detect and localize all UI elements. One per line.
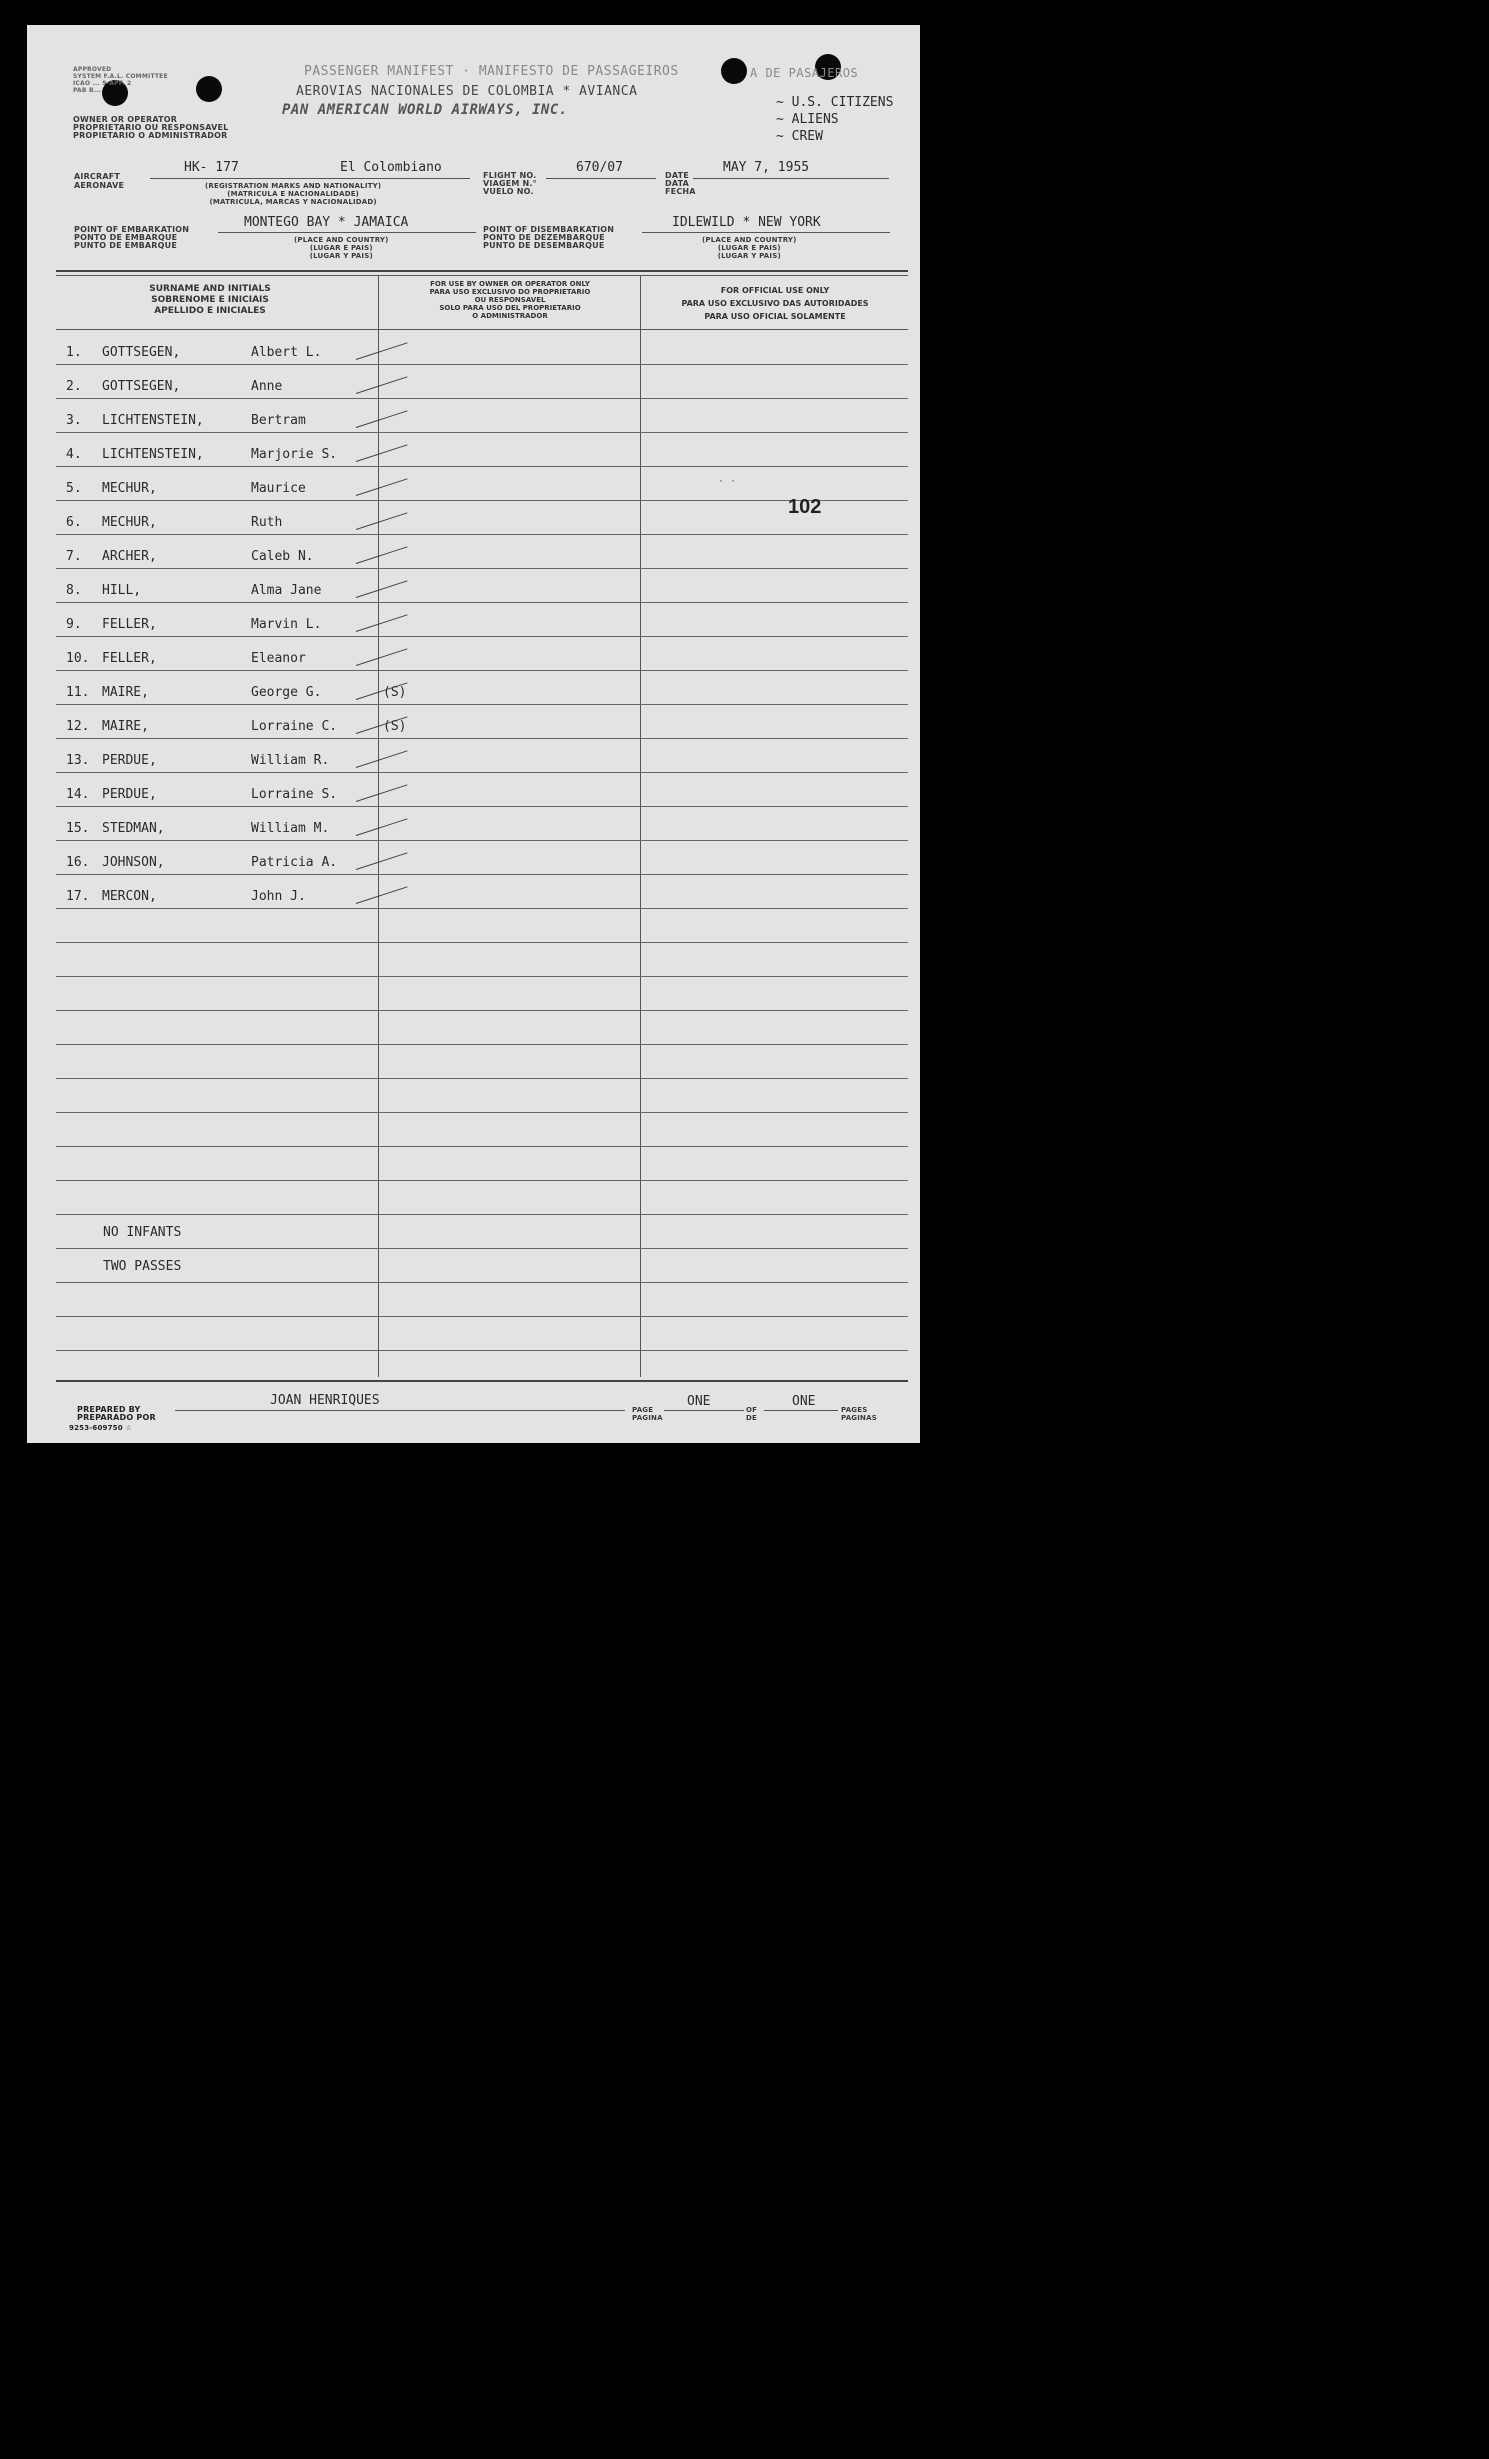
aircraft-sublabel: (REGISTRATION MARKS AND NATIONALITY) (MATRICULA E NACIONALIDADE) (MATRICULA, MARCAS Y NACIONALIDAD) [205, 182, 382, 206]
ruled-line [56, 500, 908, 501]
passenger-surname: HILL, [102, 583, 142, 598]
ruled-line [56, 398, 908, 399]
ruled-line [56, 874, 908, 875]
ruled-line [56, 1180, 908, 1181]
form-number: 9253-609750 ☆ [69, 1424, 132, 1432]
passenger-surname: JOHNSON, [102, 855, 165, 870]
passenger-surname: FELLER, [102, 617, 157, 632]
disembarkation-label: POINT OF DISEMBARKATION PONTO DE DEZEMBARQUE PUNTO DE DESEMBARQUE [483, 225, 615, 250]
passenger-given-name: Bertram [251, 413, 306, 428]
column-divider-1 [378, 275, 379, 1377]
aircraft-registration: HK- 177 [184, 160, 239, 175]
owner-operator-label: OWNER OR OPERATOR PROPRIETARIO OU RESPONSAVEL PROPIETARIO O ADMINISTRADOR [73, 115, 229, 140]
column-header-names: SURNAME AND INITIALS SOBRENOME E INICIAIS APELLIDO E INICIALES [149, 284, 271, 316]
page-underline [664, 1410, 744, 1411]
airline-name: AEROVIAS NACIONALES DE COLOMBIA * AVIANCA [296, 84, 638, 99]
passenger-given-name: Maurice [251, 481, 306, 496]
ruled-line [56, 942, 908, 943]
passenger-given-name: George G. [251, 685, 322, 700]
passenger-surname: LICHTENSTEIN, [102, 413, 204, 428]
passenger-given-name: Lorraine S. [251, 787, 338, 802]
passenger-number: 17. [66, 889, 90, 904]
ruled-line [56, 1350, 908, 1351]
pages-label: PAGES PAGINAS [841, 1406, 877, 1422]
header-bottom-rule [56, 329, 908, 330]
prepared-underline [175, 1410, 625, 1411]
passenger-surname: LICHTENSTEIN, [102, 447, 204, 462]
ruled-line [56, 1078, 908, 1079]
passenger-surname: GOTTSEGEN, [102, 345, 181, 360]
table-top-rule [56, 270, 908, 272]
passenger-given-name: Caleb N. [251, 549, 314, 564]
ruled-line [56, 1282, 908, 1283]
passenger-number: 14. [66, 787, 90, 802]
passenger-surname: MERCON, [102, 889, 157, 904]
date-label: DATE DATA FECHA [665, 171, 696, 196]
passenger-number: 6. [66, 515, 82, 530]
passenger-number: 4. [66, 447, 82, 462]
passenger-surname: ARCHER, [102, 549, 157, 564]
ruled-line [56, 1010, 908, 1011]
official-dots: · · [718, 476, 737, 487]
passenger-number: 2. [66, 379, 82, 394]
punch-hole [196, 76, 222, 102]
ruled-line [56, 806, 908, 807]
embarkation-label: POINT OF EMBARKATION PONTO DE EMBARQUE PUNTO DE EMBARQUE [74, 225, 190, 250]
passenger-given-name: Patricia A. [251, 855, 338, 870]
passenger-given-name: Albert L. [251, 345, 322, 360]
passenger-given-name: Anne [251, 379, 283, 394]
passenger-number: 13. [66, 753, 90, 768]
punch-hole [721, 58, 747, 84]
passenger-surname: PERDUE, [102, 787, 157, 802]
passenger-surname: PERDUE, [102, 753, 157, 768]
ruled-line [56, 364, 908, 365]
passenger-number: 16. [66, 855, 90, 870]
passenger-number: 15. [66, 821, 90, 836]
flight-date: MAY 7, 1955 [723, 160, 810, 175]
passenger-number: 10. [66, 651, 90, 666]
form-title-spanish: A DE PASAJEROS [750, 66, 859, 80]
flight-label: FLIGHT NO. VIAGEM N.° VUELO NO. [483, 171, 537, 196]
ruled-line [56, 568, 908, 569]
passenger-surname: MECHUR, [102, 481, 157, 496]
disembarkation-sublabel: (PLACE AND COUNTRY) (LUGAR E PAIS) (LUGAR Y PAIS) [702, 236, 797, 260]
ruled-line [56, 1248, 908, 1249]
passenger-status: (S) [383, 685, 407, 700]
embarkation-sublabel: (PLACE AND COUNTRY) (LUGAR E PAIS) (LUGAR Y PAIS) [294, 236, 389, 260]
ruled-line [56, 602, 908, 603]
column-header-operator: FOR USE BY OWNER OR OPERATOR ONLY PARA USO EXCLUSIVO DO PROPRIETARIO OU RESPONSAVEL SOLO PARA USO DEL PROPRIETARIO O ADMINISTRADOR [429, 280, 591, 320]
page-total-underline [764, 1410, 838, 1411]
passenger-number: 9. [66, 617, 82, 632]
category-list [776, 94, 893, 145]
ruled-line [56, 636, 908, 637]
date-underline [693, 178, 889, 179]
disembarkation-place: IDLEWILD * NEW YORK [672, 215, 821, 230]
ruled-line [56, 1112, 908, 1113]
passenger-given-name: Eleanor [251, 651, 306, 666]
ruled-line [56, 738, 908, 739]
ruled-line [56, 1316, 908, 1317]
passenger-given-name: Alma Jane [251, 583, 322, 598]
page-label: PAGE PAGINA [632, 1406, 663, 1422]
ruled-line [56, 1044, 908, 1045]
flight-underline [546, 178, 656, 179]
passenger-surname: MAIRE, [102, 719, 149, 734]
category-crew: ~ CREW [776, 129, 823, 144]
passenger-given-name: William R. [251, 753, 330, 768]
column-header-official: FOR OFFICIAL USE ONLY PARA USO EXCLUSIVO DAS AUTORIDADES PARA USO OFICIAL SOLAMENTE [681, 286, 869, 321]
category-aliens: ~ ALIENS [776, 112, 839, 127]
passenger-given-name: Marvin L. [251, 617, 322, 632]
passenger-number: 5. [66, 481, 82, 496]
ruled-line [56, 908, 908, 909]
note-two-passes: TWO PASSES [103, 1259, 182, 1274]
column-divider-2 [640, 275, 641, 1377]
page-of-label: OF DE [746, 1406, 758, 1422]
form-codes: APPROVED SYSTEM F.A.L. COMMITTEE ICAO ... 9-APP. 2 PAB B... [73, 66, 168, 94]
passenger-status: (S) [383, 719, 407, 734]
passenger-given-name: William M. [251, 821, 330, 836]
ruled-line [56, 432, 908, 433]
official-count-note: 102 [788, 496, 822, 518]
page-total: ONE [792, 1394, 816, 1409]
flight-number: 670/07 [576, 160, 623, 175]
passenger-number: 7. [66, 549, 82, 564]
ruled-line [56, 1214, 908, 1215]
ruled-line [56, 1146, 908, 1147]
operator-name: PAN AMERICAN WORLD AIRWAYS, INC. [282, 102, 568, 118]
passenger-surname: MECHUR, [102, 515, 157, 530]
passenger-number: 11. [66, 685, 90, 700]
ruled-line [56, 772, 908, 773]
note-no-infants: NO INFANTS [103, 1225, 182, 1240]
passenger-surname: MAIRE, [102, 685, 149, 700]
aircraft-underline [150, 178, 470, 179]
passenger-given-name: Marjorie S. [251, 447, 338, 462]
aircraft-name: El Colombiano [340, 160, 442, 175]
prepared-by-label: PREPARED BY PREPARADO POR [77, 1405, 156, 1422]
page-current: ONE [687, 1394, 711, 1409]
ruled-line [56, 466, 908, 467]
ruled-line [56, 704, 908, 705]
passenger-surname: GOTTSEGEN, [102, 379, 181, 394]
passenger-number: 1. [66, 345, 82, 360]
embarkation-underline [218, 232, 476, 233]
passenger-surname: STEDMAN, [102, 821, 165, 836]
disembarkation-underline [642, 232, 890, 233]
passenger-number: 3. [66, 413, 82, 428]
embarkation-place: MONTEGO BAY * JAMAICA [244, 215, 409, 230]
prepared-by-name: JOAN HENRIQUES [270, 1393, 380, 1408]
ruled-line [56, 534, 908, 535]
ruled-line [56, 670, 908, 671]
category-us-citizens: ~ U.S. CITIZENS [776, 95, 894, 110]
passenger-given-name: Lorraine C. [251, 719, 338, 734]
passenger-given-name: Ruth [251, 515, 283, 530]
passenger-number: 12. [66, 719, 90, 734]
form-title: PASSENGER MANIFEST · MANIFESTO DE PASSAGEIROS [304, 64, 679, 79]
ruled-line [56, 976, 908, 977]
table-top-rule-2 [56, 275, 908, 276]
aircraft-label: AIRCRAFT AERONAVE [74, 172, 125, 190]
passenger-number: 8. [66, 583, 82, 598]
passenger-surname: FELLER, [102, 651, 157, 666]
ruled-line [56, 840, 908, 841]
footer-rule [56, 1380, 908, 1382]
passenger-given-name: John J. [251, 889, 306, 904]
